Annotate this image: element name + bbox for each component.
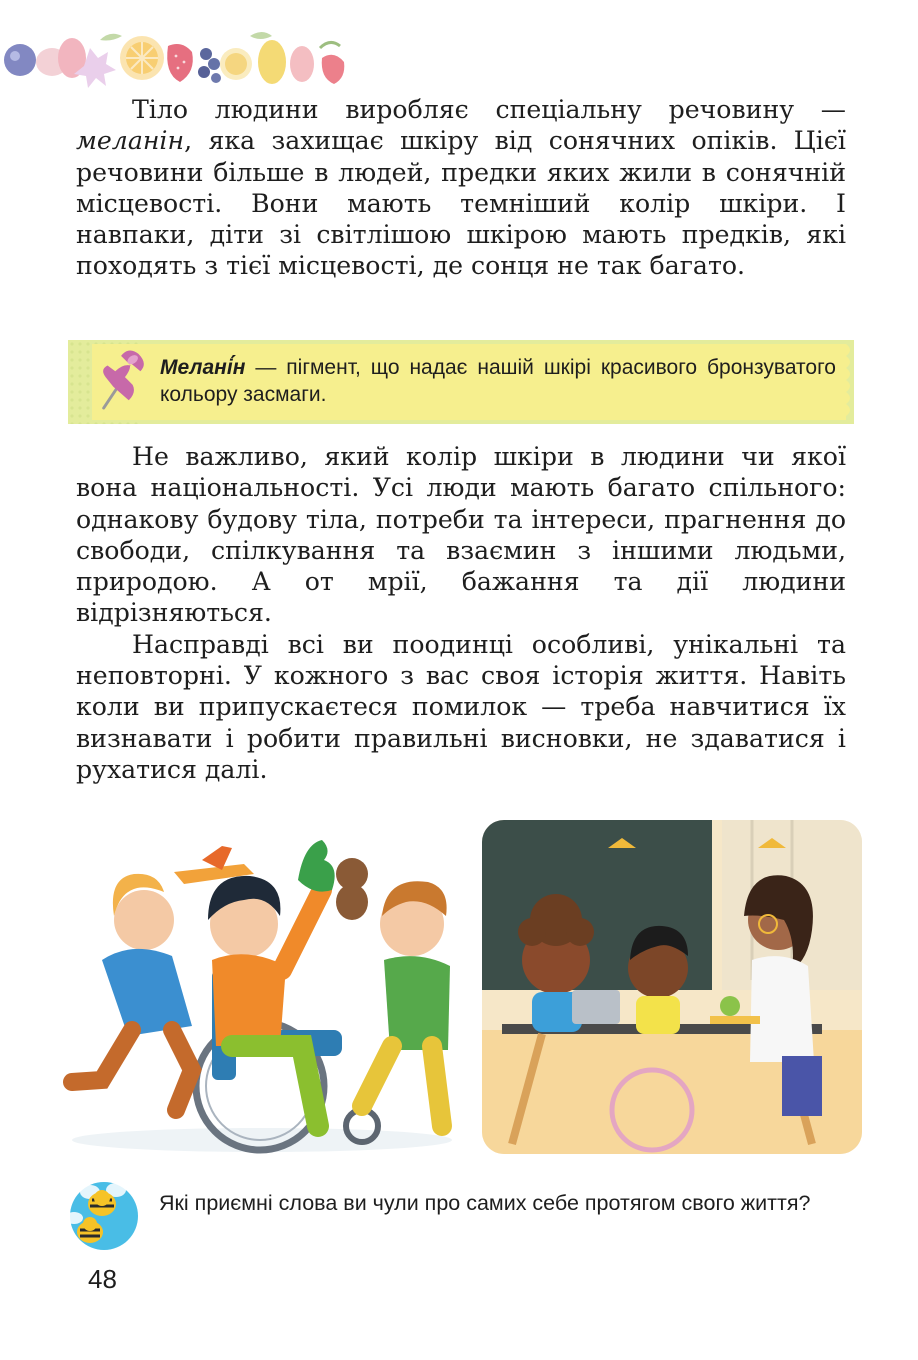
definition-term: Мелані́н [160, 356, 246, 379]
illustration-classroom [482, 820, 862, 1154]
pushpin-icon [94, 346, 152, 414]
intro-text-after: , яка захищає шкіру від сонячних опіків. Цієї речовини більше в людей, предки яких жили в сонячній місцевості. Вони мають темніший колір шкіри. І навпаки, діти зі світлішою шкірою мають предків, які походять з тієї місцевості, де сонця не так багато. [76, 126, 846, 281]
page-number: 48 [88, 1264, 117, 1294]
main-paragraphs [76, 441, 846, 785]
definition-body: — пігмент, що надає нашій шкірі красивого бронзуватого кольору засмаги. [160, 356, 836, 406]
melanin-term: меланін [76, 126, 185, 156]
paragraph-unique: Насправді всі ви поодинці особливі, унікальні та неповторні. У кожного з вас своя історія життя. Навіть коли ви припускаєтеся помилок — треба навчитися їх визнавати і робити правильні висновки, не здаватися і рухатися далі. [76, 629, 846, 784]
paragraph-common: Не важливо, який колір шкіри в людини чи якої вона національності. Усі люди мають багато спільного: однакову будову тіла, потреби та інтереси, прагнення до свободи, спілкування та взаємин з іншими людьми, природою. А от мрії, бажання та дії людини відрізняються. [76, 442, 846, 628]
fruit-border-icon [0, 18, 360, 88]
intro-paragraph [76, 94, 846, 282]
definition-box [68, 340, 854, 424]
illustration-kids-playing [62, 820, 472, 1158]
bees-icon [60, 1176, 142, 1252]
intro-text-before: Тіло людини виробляє спеціальну речовину — [132, 95, 846, 124]
reflection-question: Які приємні слова ви чули про самих себе протягом свого життя? [159, 1191, 811, 1215]
definition-text [160, 354, 836, 408]
